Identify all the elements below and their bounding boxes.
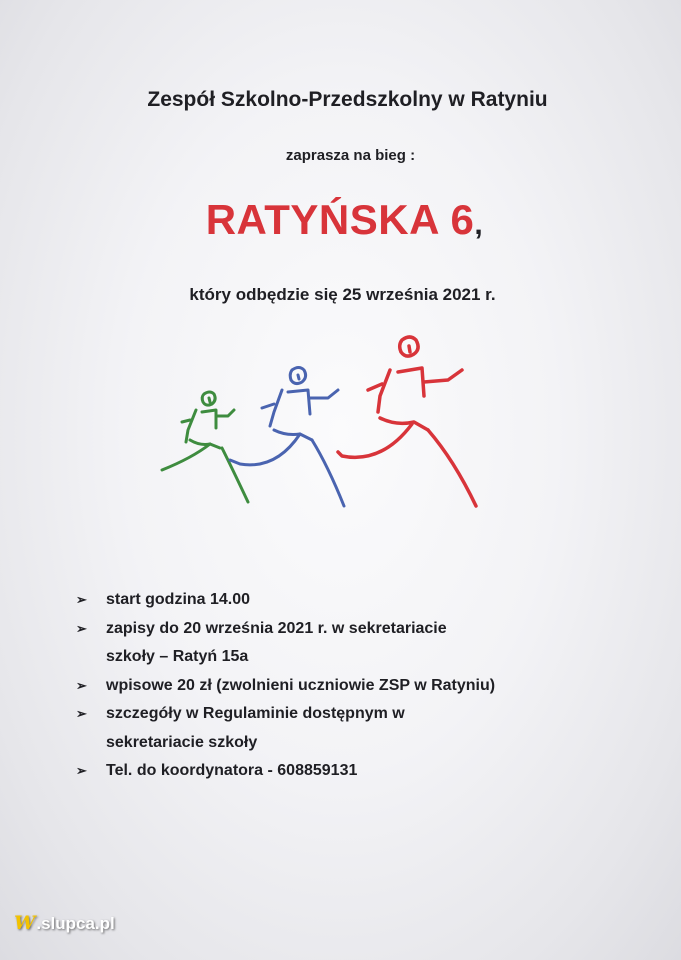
event-title-text: RATYŃSKA 6: [205, 196, 475, 243]
event-details-list: [76, 586, 636, 786]
event-date: który odbędzie się 25 września 2021 r.: [189, 285, 496, 304]
arrow-bullet-icon: ➢: [76, 763, 87, 778]
runners-illustration: [150, 330, 490, 515]
event-title-punct: ,: [474, 208, 484, 241]
detail-item-start-time: [76, 586, 636, 615]
event-title: [0, 196, 681, 244]
detail-text-continued: sekretariacie szkoły: [106, 733, 258, 751]
detail-item-rules: [76, 700, 636, 757]
site-logo-icon: W: [14, 912, 36, 934]
arrow-bullet-icon: ➢: [76, 620, 87, 636]
detail-text: szczegóły w Regulaminie dostępnym w: [106, 705, 405, 722]
detail-item-entry-fee: [76, 672, 636, 701]
detail-text: wpisowe 20 zł (zwolnieni uczniowie ZSP w Ratyniu): [106, 676, 496, 694]
detail-item-registration: [76, 615, 636, 672]
arrow-bullet-icon: ➢: [76, 706, 87, 721]
detail-text: start godzina 14.00: [106, 591, 251, 608]
invite-text: zaprasza na bieg :: [285, 147, 416, 164]
site-watermark: [14, 912, 115, 934]
detail-text: zapisy do 20 września 2021 r. w sekretariacie: [106, 619, 447, 637]
site-name: .slupca.pl: [36, 914, 115, 933]
green-runner-figure: [162, 392, 248, 502]
detail-text-continued: szkoły – Ratyń 15a: [106, 648, 249, 665]
red-runner-figure: [338, 337, 476, 506]
school-name: Zespół Szkolno-Przedszkolny w Ratyniu: [147, 88, 548, 111]
arrow-bullet-icon: ➢: [76, 592, 87, 607]
arrow-bullet-icon: ➢: [76, 677, 87, 693]
detail-item-coordinator-phone: [76, 757, 636, 786]
detail-text: Tel. do koordynatora - 608859131: [106, 762, 358, 779]
blue-runner-figure: [230, 368, 344, 507]
